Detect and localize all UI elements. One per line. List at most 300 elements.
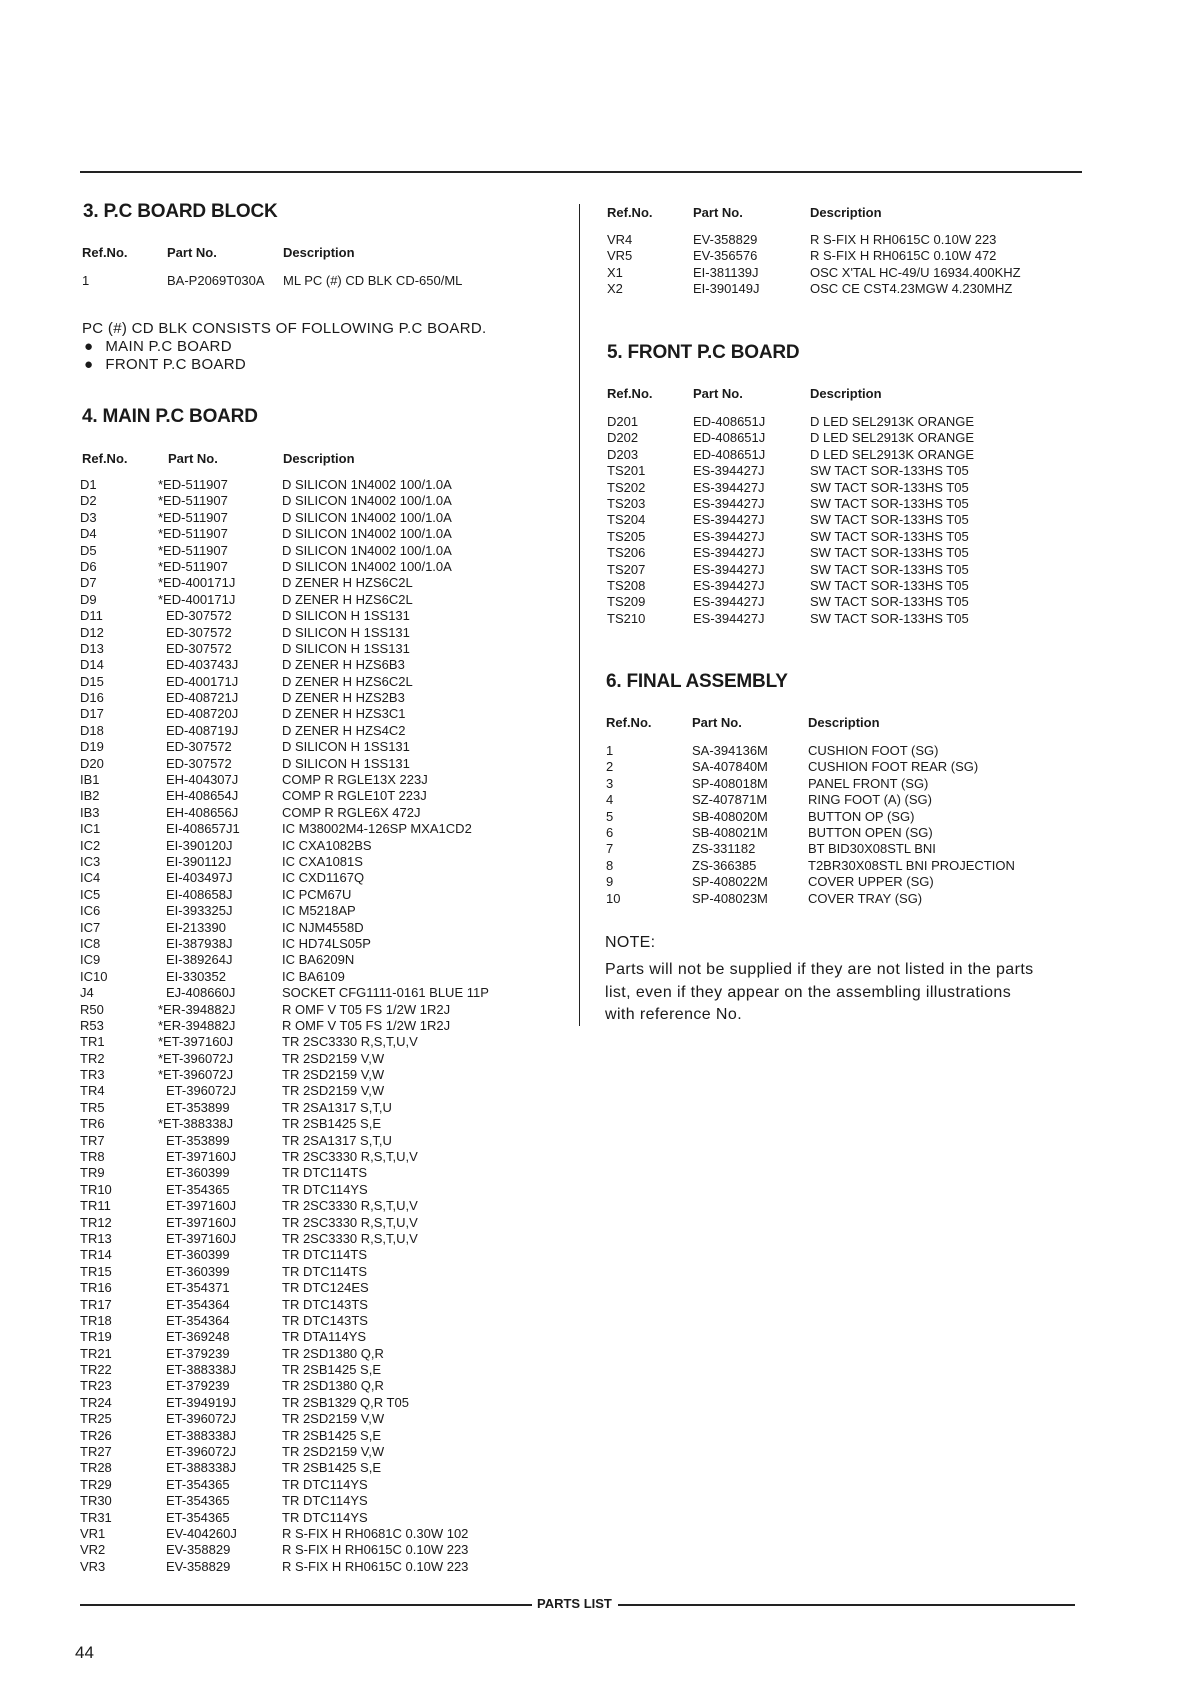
part-no: ET-360399	[166, 1165, 230, 1181]
bullet-text: FRONT P.C BOARD	[105, 356, 247, 373]
ref-no: TR24	[80, 1394, 112, 1410]
ref-no: TR3	[80, 1067, 105, 1083]
description: D LED SEL2913K ORANGE	[810, 446, 975, 462]
ref-no: D201	[607, 414, 639, 429]
part-no: *ED-511907	[158, 526, 228, 542]
part-no: EI-213390	[166, 919, 226, 935]
description: TR DTC114TS	[282, 1165, 367, 1181]
description: D SILICON 1N4002 100/1.0A	[282, 542, 452, 558]
ref-no: TS208	[607, 577, 646, 593]
ref-no: D17	[80, 706, 104, 722]
ref-no: TR5	[80, 1099, 105, 1115]
description: R OMF V T05 FS 1/2W 1R2J	[282, 1017, 451, 1033]
consists-text: PC (#) CD BLK CONSISTS OF FOLLOWING P.C BOARD.	[82, 320, 487, 337]
ref-no: 3	[606, 775, 614, 791]
description: COVER UPPER (SG)	[808, 874, 934, 890]
part-no: ET-397160J	[166, 1149, 237, 1165]
ref-no: 8	[606, 857, 614, 873]
part-no: EV-358829	[693, 232, 758, 247]
part-no: EI-393325J	[166, 903, 233, 919]
description: IC M5218AP	[282, 903, 356, 919]
description: CUSHION FOOT (SG)	[808, 743, 939, 758]
ref-no: D19	[80, 739, 104, 755]
description: D SILICON H 1SS131	[282, 608, 410, 624]
description: TR 2SD2159 V,W	[282, 1444, 385, 1460]
part-no: *ED-400171J	[158, 591, 236, 607]
description: SW TACT SOR-133HS T05	[810, 528, 969, 544]
ref-no: TS210	[607, 610, 646, 626]
part-no: EI-381139J	[693, 264, 759, 280]
description: D SILICON 1N4002 100/1.0A	[282, 493, 452, 509]
part-no: ES-394427J	[693, 610, 765, 626]
col-part: Part No.	[168, 451, 218, 466]
ref-no: TR27	[80, 1444, 112, 1460]
ref-no: VR4	[607, 232, 633, 247]
description: TR 2SD2159 V,W	[282, 1067, 385, 1083]
ref-no: D3	[80, 509, 97, 525]
part-no: *ED-511907	[158, 493, 228, 509]
part-no: ES-394427J	[693, 512, 765, 528]
part-no: EI-390120J	[166, 837, 233, 853]
ref-no: TR1	[80, 1034, 105, 1050]
description: R S-FIX H RH0615C 0.10W 472	[810, 248, 997, 264]
description: SW TACT SOR-133HS T05	[810, 545, 969, 561]
description: TR 2SC3330 R,S,T,U,V	[282, 1198, 418, 1214]
description: COMP R RGLE13X 223J	[282, 772, 428, 788]
col-desc: Description	[283, 245, 355, 260]
col-ref: Ref.No.	[606, 715, 652, 730]
bullet-item	[84, 338, 232, 355]
ref-no: X2	[607, 281, 623, 297]
ref-no: J4	[80, 985, 94, 1001]
ref-no: IC7	[80, 919, 101, 935]
description: D SILICON 1N4002 100/1.0A	[282, 558, 452, 574]
ref-no: D16	[80, 690, 104, 706]
description: TR 2SC3330 R,S,T,U,V	[282, 1230, 418, 1246]
part-no: ET-360399	[166, 1247, 230, 1263]
description: R S-FIX H RH0615C 0.10W 223	[282, 1558, 469, 1574]
part-no: ET-354365	[166, 1476, 230, 1492]
description: SW TACT SOR-133HS T05	[810, 495, 969, 511]
description: TR DTC143TS	[282, 1312, 368, 1328]
ref-no: D12	[80, 624, 104, 640]
description: IC BA6109	[282, 968, 345, 984]
ref-no: IC5	[80, 886, 101, 902]
col-part: Part No.	[693, 386, 743, 401]
description: TR DTC114YS	[282, 1181, 368, 1197]
description: PANEL FRONT (SG)	[808, 775, 929, 791]
part-no: ES-394427J	[693, 463, 765, 479]
part-no: ED-408651J	[693, 430, 766, 446]
ref-no: VR1	[80, 1526, 106, 1541]
part-no: ET-353899	[166, 1132, 230, 1148]
part-no: EH-404307J	[166, 772, 239, 788]
ref-no: TR4	[80, 1083, 105, 1099]
ref-no: TR29	[80, 1476, 112, 1492]
ref-no: TR21	[80, 1345, 112, 1361]
ref-no: TR9	[80, 1165, 105, 1181]
ref-no: TR10	[80, 1181, 112, 1197]
description: TR DTC114YS	[282, 1476, 368, 1492]
description: SW TACT SOR-133HS T05	[810, 512, 969, 528]
ref-no: R50	[80, 1001, 104, 1017]
description: D ZENER H HZS3C1	[282, 706, 406, 722]
description: R OMF V T05 FS 1/2W 1R2J	[282, 1001, 451, 1017]
ref-no: TR17	[80, 1296, 112, 1312]
description: BT BID30X08STL BNI	[808, 841, 936, 857]
ref-no: 10	[606, 890, 621, 906]
description: D ZENER H HZS2B3	[282, 690, 405, 706]
ref-no: D13	[80, 640, 104, 656]
ref-no: D5	[80, 542, 97, 558]
description: ML PC (#) CD BLK CD-650/ML	[283, 273, 463, 288]
description: SW TACT SOR-133HS T05	[810, 594, 969, 610]
part-no: ET-354364	[166, 1296, 230, 1312]
ref-no: 6	[606, 824, 614, 840]
part-no: ED-400171J	[166, 673, 239, 689]
description: TR 2SD2159 V,W	[282, 1411, 385, 1427]
col-ref: Ref.No.	[82, 245, 128, 260]
description: IC M38002M4-126SP MXA1CD2	[282, 821, 472, 837]
ref-no: D203	[607, 446, 639, 462]
part-no: ES-394427J	[693, 545, 765, 561]
note-label: NOTE:	[605, 934, 656, 951]
ref-no: 7	[606, 841, 614, 857]
ref-no: TR25	[80, 1411, 112, 1427]
part-no: SB-408021M	[692, 824, 768, 840]
col-ref: Ref.No.	[607, 386, 653, 401]
ref-no: 5	[606, 808, 614, 824]
part-no: ED-307572	[166, 640, 232, 656]
section-title-final-assembly: 6. FINAL ASSEMBLY	[606, 671, 788, 692]
ref-no: 9	[606, 874, 614, 890]
section-title-main-pc-board: 4. MAIN P.C BOARD	[82, 406, 258, 427]
ref-no: IC8	[80, 935, 101, 951]
bullet-icon: ●	[84, 356, 94, 373]
description: BUTTON OP (SG)	[808, 808, 915, 824]
description: D SILICON H 1SS131	[282, 755, 410, 771]
ref-no: TR18	[80, 1312, 112, 1328]
ref-no: TR12	[80, 1214, 112, 1230]
ref-no: D15	[80, 673, 104, 689]
part-no: EJ-408660J	[166, 985, 236, 1001]
ref-no: TR22	[80, 1362, 112, 1378]
ref-no: TR14	[80, 1247, 112, 1263]
description: SW TACT SOR-133HS T05	[810, 610, 969, 626]
col-ref: Ref.No.	[607, 205, 653, 220]
description: COMP R RGLE10T 223J	[282, 788, 427, 804]
bullet-icon: ●	[84, 338, 94, 355]
ref-no: TR26	[80, 1427, 112, 1443]
ref-no: VR3	[80, 1558, 106, 1574]
ref-no: IB3	[80, 804, 100, 820]
note-text: Parts will not be supplied if they are not listed in the parts list, even if they appear on the assembling illustrations with reference No.	[605, 961, 1034, 1023]
ref-no: D7	[80, 575, 97, 591]
col-part: Part No.	[692, 715, 742, 730]
part-no: *ED-511907	[158, 558, 228, 574]
part-no: ES-394427J	[693, 577, 765, 593]
part-no: *ER-394882J	[158, 1017, 236, 1033]
part-no: ET-379239	[166, 1345, 230, 1361]
ref-no: IC4	[80, 870, 101, 886]
page-number: 44	[75, 1643, 94, 1662]
ref-no: TR13	[80, 1230, 112, 1246]
part-no: ED-403743J	[166, 657, 239, 673]
part-no: ES-394427J	[693, 594, 765, 610]
part-no: ET-354365	[166, 1181, 230, 1197]
part-no: *ET-388338J	[158, 1116, 234, 1132]
part-no: *ET-397160J	[158, 1034, 234, 1050]
ref-no: TS202	[607, 479, 646, 495]
part-no: ED-408651J	[693, 414, 766, 429]
part-no: ET-353899	[166, 1099, 230, 1115]
part-no: ZS-331182	[692, 841, 756, 857]
top-rule	[80, 171, 1082, 173]
ref-no: D20	[80, 755, 104, 771]
description: IC CXA1082BS	[282, 837, 372, 853]
description: TR 2SA1317 S,T,U	[282, 1132, 392, 1148]
col-part: Part No.	[693, 205, 743, 220]
part-no: SB-408020M	[692, 808, 768, 824]
part-no: *ET-396072J	[158, 1050, 234, 1066]
description: TR 2SD2159 V,W	[282, 1050, 385, 1066]
description: TR DTA114YS	[282, 1329, 367, 1345]
bullet-text: MAIN P.C BOARD	[105, 338, 232, 355]
part-no: ED-307572	[166, 739, 232, 755]
part-no: ES-394427J	[693, 479, 765, 495]
ref-no: D18	[80, 722, 104, 738]
section-title-front-pc-board: 5. FRONT P.C BOARD	[607, 342, 800, 363]
description: IC CXA1081S	[282, 853, 363, 869]
description: SW TACT SOR-133HS T05	[810, 463, 969, 479]
description: D SILICON H 1SS131	[282, 739, 410, 755]
part-no: ET-388338J	[166, 1427, 237, 1443]
ref-no: TS204	[607, 512, 646, 528]
ref-no: TR19	[80, 1329, 112, 1345]
part-no: ET-388338J	[166, 1460, 237, 1476]
description: D SILICON H 1SS131	[282, 640, 410, 656]
ref-no: D6	[80, 558, 97, 574]
part-no: ES-394427J	[693, 495, 765, 511]
description: TR DTC114YS	[282, 1509, 368, 1525]
description: COMP R RGLE6X 472J	[282, 804, 421, 820]
part-no: EI-387938J	[166, 935, 233, 951]
part-no: ES-394427J	[693, 561, 765, 577]
part-no: ED-408651J	[693, 446, 766, 462]
ref-no: IC10	[80, 968, 108, 984]
ref-no: D202	[607, 430, 639, 446]
ref-no: TR16	[80, 1280, 112, 1296]
part-no: BA-P2069T030A	[167, 273, 265, 288]
ref-no: IC2	[80, 837, 101, 853]
part-no: EH-408656J	[166, 804, 239, 820]
ref-no: X1	[607, 264, 623, 280]
description: IC NJM4558D	[282, 919, 364, 935]
description: R S-FIX H RH0615C 0.10W 223	[810, 232, 997, 247]
ref-no: VR2	[80, 1542, 106, 1558]
description: D SILICON H 1SS131	[282, 624, 410, 640]
description: TR 2SD1380 Q,R	[282, 1345, 384, 1361]
part-no: ET-360399	[166, 1263, 230, 1279]
ref-no: 1	[82, 273, 90, 288]
part-no: EI-390112J	[166, 853, 232, 869]
part-no: ET-354365	[166, 1509, 230, 1525]
description: D SILICON 1N4002 100/1.0A	[282, 477, 452, 492]
description: D ZENER H HZS6C2L	[282, 673, 413, 689]
description: T2BR30X08STL BNI PROJECTION	[808, 857, 1015, 873]
description: R S-FIX H RH0681C 0.30W 102	[282, 1526, 469, 1541]
part-no: ED-408719J	[166, 722, 239, 738]
bullet-item	[84, 356, 246, 373]
description: TR 2SC3330 R,S,T,U,V	[282, 1149, 418, 1165]
part-no: EI-403497J	[166, 870, 233, 886]
ref-no: TR11	[80, 1198, 111, 1214]
part-no: ET-388338J	[166, 1362, 237, 1378]
part-no: EI-390149J	[693, 281, 760, 297]
part-no: ET-369248	[166, 1329, 230, 1345]
part-no: ET-394919J	[166, 1394, 237, 1410]
description: SW TACT SOR-133HS T05	[810, 561, 969, 577]
ref-no: IB2	[80, 788, 100, 804]
ref-no: VR5	[607, 248, 633, 264]
ref-no: TR15	[80, 1263, 112, 1279]
part-no: ED-408721J	[166, 690, 239, 706]
ref-no: TS201	[607, 463, 646, 479]
footer-rule-right	[618, 1604, 1075, 1606]
part-no: EI-408657J1	[166, 821, 240, 837]
part-no: ET-396072J	[166, 1083, 237, 1099]
ref-no: TS209	[607, 594, 646, 610]
description: SW TACT SOR-133HS T05	[810, 479, 969, 495]
description: D LED SEL2913K ORANGE	[810, 430, 975, 446]
description: TR 2SD2159 V,W	[282, 1083, 385, 1099]
description: TR DTC124ES	[282, 1280, 369, 1296]
part-no: *ET-396072J	[158, 1067, 234, 1083]
description: SW TACT SOR-133HS T05	[810, 577, 969, 593]
part-no: EI-408658J	[166, 886, 233, 902]
column-divider	[579, 204, 580, 1026]
description: TR 2SC3330 R,S,T,U,V	[282, 1034, 418, 1050]
ref-no: D9	[80, 591, 97, 607]
part-no: SP-408022M	[692, 874, 768, 890]
part-no: EV-356576	[693, 248, 758, 264]
part-no: ET-396072J	[166, 1411, 237, 1427]
part-no: *ED-511907	[158, 542, 228, 558]
col-desc: Description	[283, 451, 355, 466]
part-no: ET-397160J	[166, 1214, 237, 1230]
description: D SILICON 1N4002 100/1.0A	[282, 509, 452, 525]
part-no: *ED-511907	[158, 509, 228, 525]
ref-no: D1	[80, 477, 97, 492]
part-no: EV-358829	[166, 1542, 231, 1558]
description: RING FOOT (A) (SG)	[808, 792, 932, 808]
part-no: *ED-511907	[158, 477, 228, 492]
ref-no: TR31	[80, 1509, 112, 1525]
ref-no: 1	[606, 743, 614, 758]
part-no: ED-307572	[166, 624, 232, 640]
ref-no: D2	[80, 493, 97, 509]
part-no: ET-397160J	[166, 1230, 237, 1246]
description: TR 2SB1329 Q,R T05	[282, 1394, 409, 1410]
col-desc: Description	[810, 386, 882, 401]
ref-no: 2	[606, 759, 614, 775]
part-no: SZ-407871M	[692, 792, 768, 808]
description: D ZENER H HZS6C2L	[282, 591, 413, 607]
description: TR 2SA1317 S,T,U	[282, 1099, 392, 1115]
section-title-pc-board-block: 3. P.C BOARD BLOCK	[83, 201, 278, 222]
ref-no: D4	[80, 526, 97, 542]
part-no: SP-408018M	[692, 775, 768, 791]
col-desc: Description	[808, 715, 880, 730]
part-no: ET-397160J	[166, 1198, 237, 1214]
ref-no: D11	[80, 608, 103, 624]
part-no: ED-307572	[166, 755, 232, 771]
description: SOCKET CFG1111-0161 BLUE 11P	[282, 985, 489, 1001]
description: TR 2SB1425 S,E	[282, 1427, 381, 1443]
ref-no: TS203	[607, 495, 646, 511]
description: TR 2SD1380 Q,R	[282, 1378, 384, 1394]
footer-section-label: PARTS LIST	[537, 1596, 612, 1611]
description: D ZENER H HZS6B3	[282, 657, 405, 673]
description: TR 2SB1425 S,E	[282, 1116, 381, 1132]
description: D LED SEL2913K ORANGE	[810, 414, 975, 429]
description: COVER TRAY (SG)	[808, 890, 923, 906]
part-no: ET-354364	[166, 1312, 230, 1328]
part-no: ZS-366385	[692, 857, 757, 873]
description: OSC X'TAL HC-49/U 16934.400KHZ	[810, 264, 1021, 280]
ref-no: TS206	[607, 545, 646, 561]
ref-no: D14	[80, 657, 104, 673]
ref-no: TS207	[607, 561, 646, 577]
ref-no: IC1	[80, 821, 101, 837]
ref-no: TR23	[80, 1378, 112, 1394]
description: TR 2SB1425 S,E	[282, 1362, 381, 1378]
description: R S-FIX H RH0615C 0.10W 223	[282, 1542, 469, 1558]
description: IC BA6209N	[282, 952, 355, 968]
ref-no: TR7	[80, 1132, 105, 1148]
ref-no: TR30	[80, 1493, 112, 1509]
part-no: EI-330352	[166, 968, 226, 984]
part-no: *ED-400171J	[158, 575, 236, 591]
ref-no: TR28	[80, 1460, 112, 1476]
ref-no: TR2	[80, 1050, 105, 1066]
description: BUTTON OPEN (SG)	[808, 824, 933, 840]
ref-no: IC3	[80, 853, 101, 869]
ref-no: IC9	[80, 952, 101, 968]
part-no: EI-389264J	[166, 952, 233, 968]
ref-no: R53	[80, 1017, 104, 1033]
part-no: ES-394427J	[693, 528, 765, 544]
part-no: ET-379239	[166, 1378, 230, 1394]
ref-no: TR8	[80, 1149, 105, 1165]
description: IC CXD1167Q	[282, 870, 365, 886]
part-no: EH-408654J	[166, 788, 239, 804]
description: IC PCM67U	[282, 886, 352, 902]
part-no: ET-354365	[166, 1493, 230, 1509]
part-no: SA-407840M	[692, 759, 768, 775]
part-no: SA-394136M	[692, 743, 768, 758]
part-no: ET-396072J	[166, 1444, 237, 1460]
description: TR 2SB1425 S,E	[282, 1460, 381, 1476]
ref-no: IB1	[80, 772, 100, 788]
description: CUSHION FOOT REAR (SG)	[808, 759, 979, 775]
description: D SILICON 1N4002 100/1.0A	[282, 526, 452, 542]
part-no: SP-408023M	[692, 890, 768, 906]
part-no: ET-354371	[166, 1280, 230, 1296]
ref-no: TR6	[80, 1116, 105, 1132]
description: OSC CE CST4.23MGW 4.230MHZ	[810, 281, 1013, 297]
part-no: ED-408720J	[166, 706, 239, 722]
